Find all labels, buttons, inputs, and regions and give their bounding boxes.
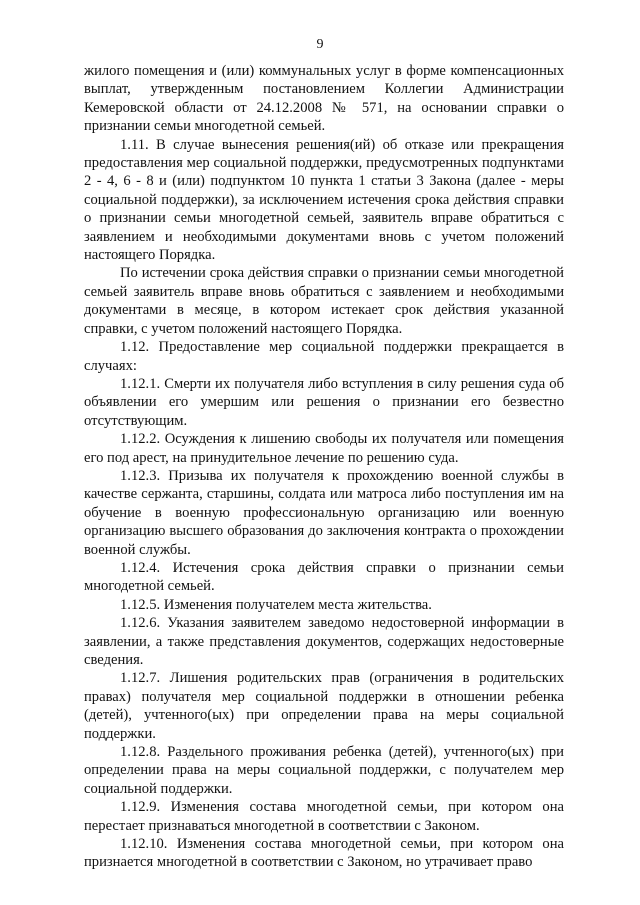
page-number: 9 xyxy=(316,37,324,52)
paragraph-1-12-6: 1.12.6. Указания заявителем заведомо недостоверной информации в заявлении, а также представления документов, содержащих недостоверные сведения. xyxy=(84,615,564,668)
paragraph-1-12: 1.12. Предоставление мер социальной поддержки прекращается в случаях: xyxy=(84,339,564,374)
paragraph-1-12-8: 1.12.8. Раздельного проживания ребенка (детей), учтенного(ых) при определении права на меры социальной поддержки, с получателем мер социальной поддержки. xyxy=(84,744,564,797)
paragraph-expiry: По истечении срока действия справки о признании семьи многодетной семьей заявитель вправе вновь обратиться с заявлением и необходимыми документами в месяце, в котором истекает срок действия указанной справки, с учетом положений настоящего Порядка. xyxy=(84,265,564,337)
paragraph-1-12-1: 1.12.1. Смерти их получателя либо вступления в силу решения суда об объявлении его умершим или решения о признании его безвестно отсутствующим. xyxy=(84,375,564,429)
paragraph-1-12-10: 1.12.10. Изменения состава многодетной семьи, при котором она признается многодетной в соответствии с Законом, но утрачивает право xyxy=(84,836,564,871)
paragraph-1-12-3: 1.12.3. Призыва их получателя к прохождению военной службы в качестве сержанта, старшины, солдата или матроса либо поступления им на обучение в военную профессиональную организацию или военную организацию высшего образования до заключения контракта о прохождении военной службы. xyxy=(84,467,564,558)
document-body xyxy=(84,62,564,872)
paragraph-continuation: жилого помещения и (или) коммунальных услуг в форме компенсационных выплат, утвержденным постановлением Коллегии Администрации Кемеровской области от 24.12.2008 № 571, на основании справки о признании семьи многодетной семьей. xyxy=(84,63,564,135)
paragraph-1-12-5: 1.12.5. Изменения получателем места жительства. xyxy=(120,596,432,613)
paragraph-1-12-9: 1.12.9. Изменения состава многодетной семьи, при котором она перестает признаваться многодетной в соответствии с Законом. xyxy=(84,799,564,834)
paragraph-1-12-2: 1.12.2. Осуждения к лишению свободы их получателя или помещения его под арест, на принудительное лечение по решению суда. xyxy=(84,431,564,466)
paragraph-1-12-4: 1.12.4. Истечения срока действия справки о признании семьи многодетной семьей. xyxy=(84,559,564,595)
paragraph-1-12-7: 1.12.7. Лишения родительских прав (ограничения в родительских правах) получателя мер социальной поддержки в отношении ребенка (детей), учтенного(ых) при определении права на меры социальной поддержки. xyxy=(84,670,564,742)
paragraph-1-11: 1.11. В случае вынесения решения(ий) об отказе или прекращения предоставления мер социальной поддержки, предусмотренных подпунктами 2 - 4, 6 - 8 и (или) подпунктом 10 пункта 1 статьи 3 Закона (далее - меры социальной поддержки), за исключением истечения срока действия справки о признании семьи многодетной семьей, заявитель вправе обратиться с заявлением и необходимыми документами вновь с учетом положений настоящего Порядка. xyxy=(84,136,564,264)
